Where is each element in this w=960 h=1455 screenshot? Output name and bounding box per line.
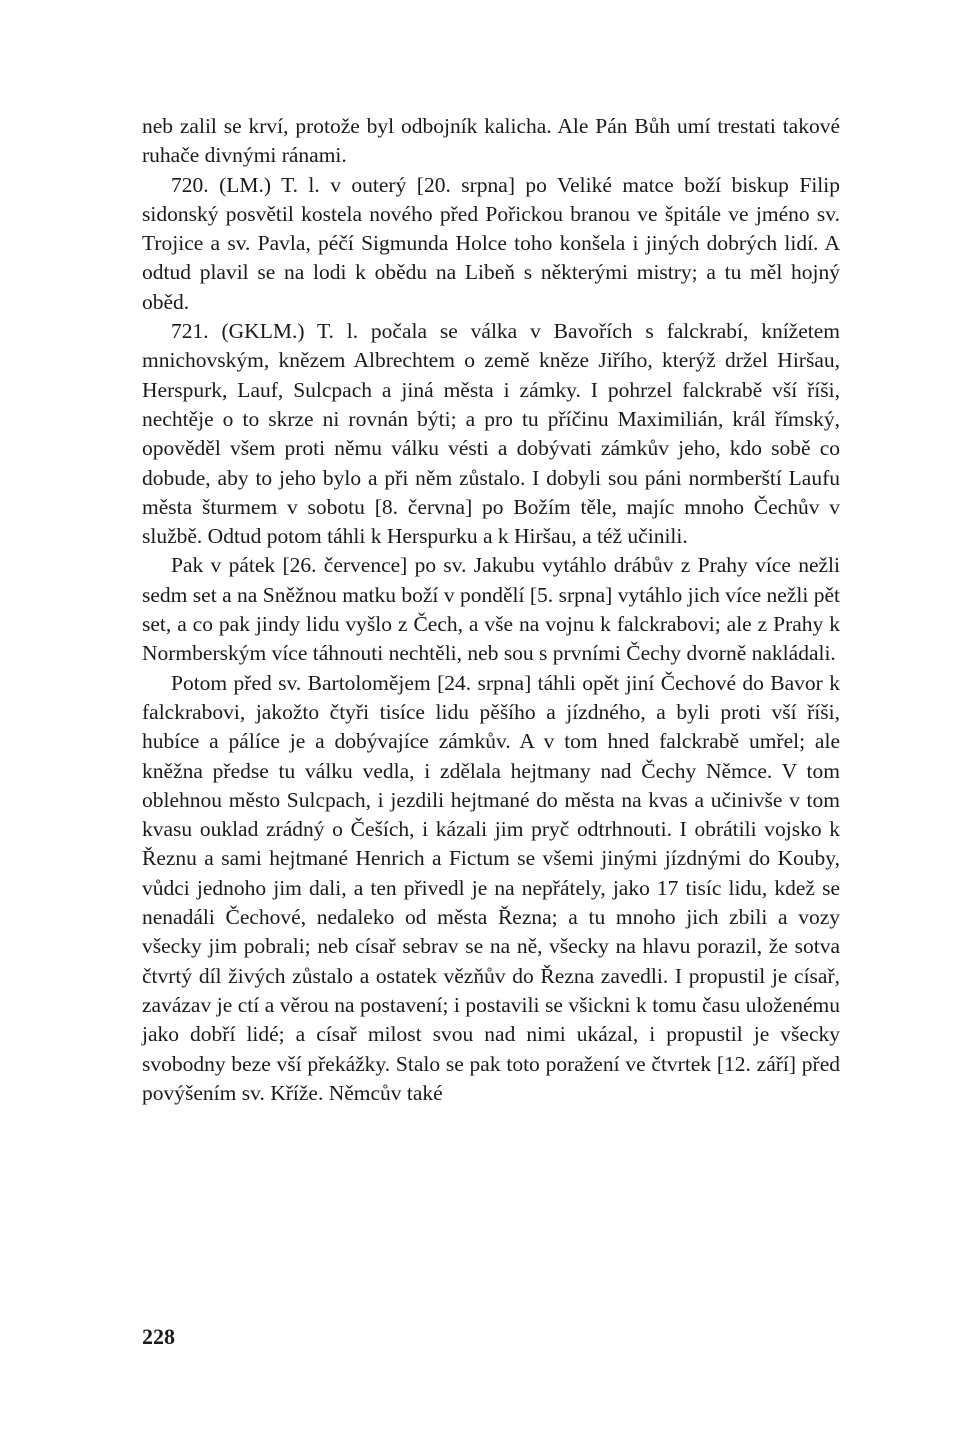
paragraph-entry-720: 720. (LM.) T. l. v outerý [20. srpna] po Veliké matce boží biskup Filip sidonský posvětil kostela nového před Pořickou branou ve špitále ve jméno sv. Trojice a sv. Pavla, péčí Sigmunda Holce toho konšela i jiných dobrých lidí. A odtud plavil se na lodi k obědu na Libeň s některými mistry; a tu měl hojný oběd.	[142, 172, 840, 314]
paragraph-bartholomew-campaign: Potom před sv. Bartolomějem [24. srpna] táhli opět jiní Čechové do Bavor k falckrabovi, jakožto čtyři tisíce lidu pěšího a jízdného, a byli proti vší říši, hubíce a pálíce je a dobývajíce zámkův. A v tom hned falckrabě umřel; ale kněžna předse tu válku vedla, i zdělala hejtmany nad Čechy Němce. V tom oblehnou město Sulcpach, i jezdili hejtmané do města na kvas a učinivše v tom kvasu ouklad zrádný o Češích, i kázali jim pryč odtrhnouti. I obrátili vojsko k Řeznu a sami hejtmané Henrich a Fictum se všemi jinými jízdnými do Kouby, vůdci jednoho jim dali, a ten přivedl je na nepřátely, jako 17 tisíc lidu, kdež se nenadáli Čechové, nedaleko od města Řezna; a tu mnoho jich zbili a vozy všecky jim pobrali; neb císař sebrav se na ně, všecky na hlavu porazil, že sotva čtvrtý díl živých zůstalo a ostatek vězňův do Řezna zavedli. I propustil je císař, zavázav je ctí a věrou na postavení; i postavili se všickni k tomu času uloženému jako dobří lidé; a císař milost svou nad nimi ukázal, i propustil je všecky svobodny beze vší překážky. Stalo se pak toto poražení ve čtvrtek [12. září] před povýšením sv. Kříže. Němcův také	[142, 670, 840, 1105]
page-number: 228	[142, 1324, 175, 1349]
paragraph-july-campaign: Pak v pátek [26. července] po sv. Jakubu vytáhlo drábův z Prahy více nežli sedm set a na Sněžnou matku boží v pondělí [5. srpna] vytáhlo jich více nežli pět set, a co pak jindy lidu vyšlo z Čech, a vše na vojnu k falckrabovi; ale z Prahy k Normberským více táhnouti nechtěli, neb sou s prvními Čechy dvorně nakládali.	[142, 553, 840, 666]
text-block	[142, 112, 840, 1108]
paragraph-entry-721: 721. (GKLM.) T. l. počala se válka v Bavořích s falckrabí, knížetem mnichovským, knězem Albrechtem o země kněze Jiřího, kterýž držel Hiršau, Herspurk, Lauf, Sulcpach a jiná města i zámky. I pohrzel falckrabě vší říši, nechtěje o to skrze ni rovnán býti; a pro tu příčinu Maximilián, král římský, opověděl všem proti němu válku vésti a dobývati zámkův jeho, kdo sobě co dobude, aby to jeho bylo a při něm zůstalo. I dobyli sou páni normberští Laufu města šturmem v sobotu [8. června] po Božím těle, majíc mnoho Čechův v službě. Odtud potom táhli k Herspurku a k Hiršau, a též učinili.	[142, 319, 840, 549]
paragraph-continuation: neb zalil se krví, protože byl odbojník kalicha. Ale Pán Bůh umí trestati takové ruhače divnými ránami.	[142, 114, 840, 168]
page-body	[142, 112, 840, 1108]
